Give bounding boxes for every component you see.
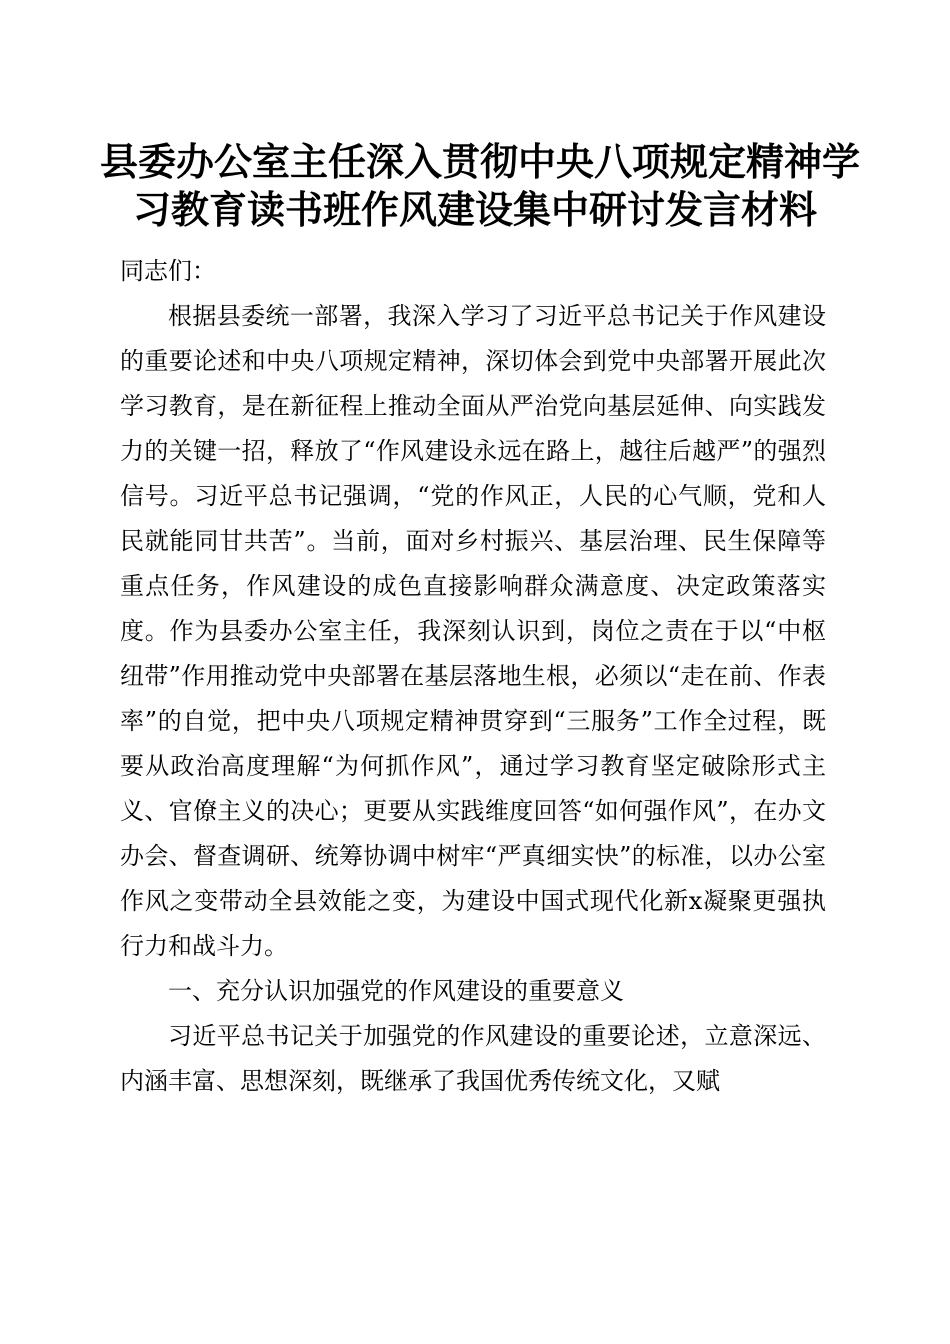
- document-title-line-1: 县委办公室主任深入贯彻中央八项规定精神学: [100, 139, 861, 184]
- section-heading-1: 一、充分认识加强党的作风建设的重要意义: [168, 977, 624, 1005]
- paragraph-intro: 根据县委统一部署，我深入学习了习近平总书记关于作风建设的重要论述和中央八项规定精神，深切体会到党中央部署开展此次学习教育，是在新征程上推动全面从严治党向基层延伸、向实践发力的关键一招，释放了“作风建设永远在路上，越往后越严”的强烈信号。习近平总书记强调，“党的作风正，人民的心气顺，党和人民就能同甘共苦”。当前，面对乡村振兴、基层治理、民生保障等重点任务，作风建设的成色直接影响群众满意度、决定政策落实度。作为县委办公室主任，我深刻认识到，岗位之责在于以“中枢纽带”作用推动党中央部署在基层落地生根，必须以“走在前、作表率”的自觉，把中央八项规定精神贯穿到“三服务”工作全过程，既要从政治高度理解“为何抓作风”，通过学习教育坚定破除形式主义、官僚主义的决心；更要从实践维度回答“如何强作风”，在办文办会、督查调研、统筹协调中树牢“严真细实快”的标准，以办公室作风之变带动全县效能之变，为建设中国式现代化新x凝聚更强执行力和战斗力。: [120, 302, 826, 960]
- paragraph-section-1: 习近平总书记关于加强党的作风建设的重要论述，立意深远、内涵丰富、思想深刻，既继承了我国优秀传统文化，又赋: [120, 1022, 826, 1095]
- document-title-line-2: 习教育读书班作风建设集中研讨发言材料: [132, 187, 817, 232]
- document-body: [120, 249, 826, 1104]
- salutation: 同志们：: [120, 257, 216, 285]
